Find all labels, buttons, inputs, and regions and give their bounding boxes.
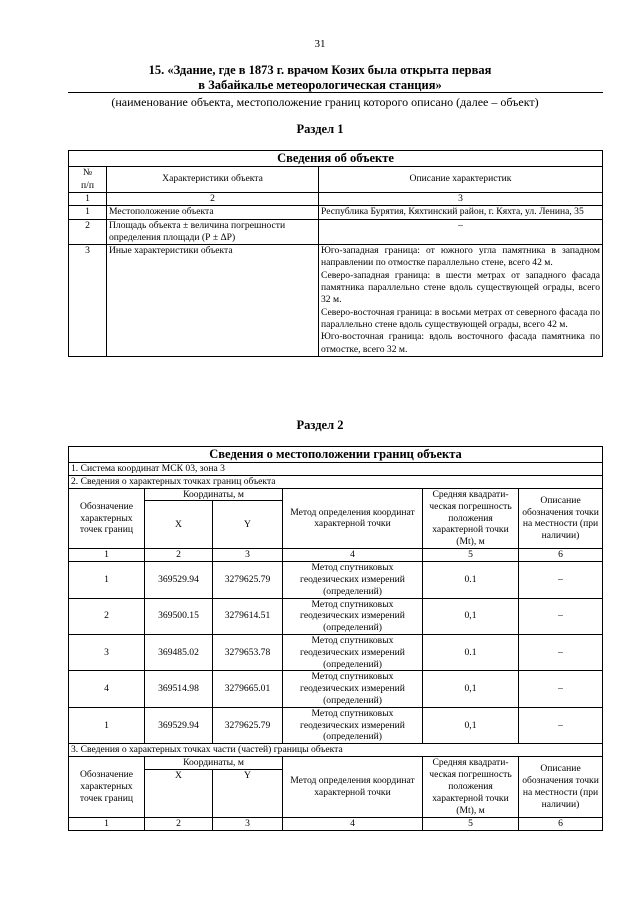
part-col-number-cell: 4 — [283, 817, 423, 830]
point-row — [69, 707, 603, 743]
col-header-method: Метод определения координат характерной точки — [283, 488, 423, 549]
section-2-heading: Раздел 2 — [296, 418, 344, 432]
point-row — [69, 598, 603, 634]
point-id: 4 — [69, 671, 145, 707]
boundary-southeast: Юго-восточная граница: вдоль восточного фасада памятника по отмостке, всего 32 м. — [321, 331, 600, 355]
point-y: 3279625.79 — [213, 707, 283, 743]
col-header-characteristics: Характеристики объекта — [107, 167, 319, 193]
col-header-number-line1: № — [82, 167, 93, 179]
point-id: 1 — [69, 707, 145, 743]
boundary-northeast: Северо-восточная граница: в восьми метрах от северного фасада по параллельно стене вдоль существующей ограды, всего 42 м. — [321, 306, 600, 330]
part-col-number-cell: 3 — [213, 817, 283, 830]
col-number-cell: 3 — [213, 549, 283, 562]
row-description: – — [319, 219, 603, 245]
point-id: 3 — [69, 634, 145, 670]
point-error: 0,1 — [423, 598, 519, 634]
boundary-coordinates-table — [68, 446, 603, 831]
part-col-header-method: Метод определения координат характерной точки — [283, 756, 423, 817]
row-characteristic: Площадь объекта ± величина погрешности определения площади (Р ± ΔР) — [107, 219, 319, 245]
point-method: Метод спутниковых геодезических измерений (определений) — [283, 671, 423, 707]
point-error: 0,1 — [423, 707, 519, 743]
point-method: Метод спутниковых геодезических измерений (определений) — [283, 634, 423, 670]
coordinate-system: 1. Система координат МСК 03, зона 3 — [69, 463, 603, 476]
row-description — [319, 245, 603, 357]
row-number: 3 — [69, 245, 107, 357]
point-error: 0.1 — [423, 562, 519, 598]
title-line-1: 15. «Здание, где в 1873 г. врачом Козих была открыта первая — [148, 63, 492, 77]
part-points-section-title: 3. Сведения о характерных точках части (частей) границы объекта — [69, 744, 603, 757]
point-y: 3279653.78 — [213, 634, 283, 670]
row-number: 1 — [69, 206, 107, 219]
col-number-cell: 1 — [69, 193, 107, 206]
col-header-coordinates: Координаты, м — [145, 488, 283, 501]
point-terrain: – — [519, 562, 603, 598]
table-row — [69, 245, 603, 357]
col-number-cell: 4 — [283, 549, 423, 562]
col-number-cell: 5 — [423, 549, 519, 562]
part-col-number-cell: 5 — [423, 817, 519, 830]
point-id: 2 — [69, 598, 145, 634]
col-header-number — [69, 167, 107, 193]
point-x: 369529.94 — [145, 707, 213, 743]
col-header-x: X — [145, 501, 213, 549]
point-row — [69, 562, 603, 598]
point-y: 3279665.01 — [213, 671, 283, 707]
point-id: 1 — [69, 562, 145, 598]
part-col-header-error: Средняя квадрати-ческая погрешность положения характерной точки (Мt), м — [423, 756, 519, 817]
point-method: Метод спутниковых геодезических измерений (определений) — [283, 562, 423, 598]
table-title: Сведения о местоположении границ объекта — [69, 447, 603, 463]
point-row — [69, 634, 603, 670]
table-row — [69, 206, 603, 219]
object-info-table — [68, 150, 603, 357]
part-col-header-terrain: Описание обозначения точки на местности (при наличии) — [519, 756, 603, 817]
col-number-cell: 2 — [107, 193, 319, 206]
row-description: Республика Бурятия, Кяхтинский район, г. Кяхта, ул. Ленина, 35 — [319, 206, 603, 219]
part-col-header-coordinates: Координаты, м — [145, 756, 283, 769]
title-underline — [68, 92, 603, 93]
title-line-2: в Забайкалье метеорологическая станция» — [198, 78, 442, 92]
part-col-header-designation: Обозначение характерных точек границ — [69, 756, 145, 817]
col-header-description: Описание характеристик — [319, 167, 603, 193]
col-number-cell: 2 — [145, 549, 213, 562]
col-number-cell: 6 — [519, 549, 603, 562]
points-section-title: 2. Сведения о характерных точках границ объекта — [69, 475, 603, 488]
point-x: 369514.98 — [145, 671, 213, 707]
col-header-terrain: Описание обозначения точки на местности (при наличии) — [519, 488, 603, 549]
point-x: 369529.94 — [145, 562, 213, 598]
col-number-cell: 3 — [319, 193, 603, 206]
point-method: Метод спутниковых геодезических измерений (определений) — [283, 598, 423, 634]
point-error: 0.1 — [423, 634, 519, 670]
section-1-heading: Раздел 1 — [296, 122, 344, 136]
table-title: Сведения об объекте — [69, 151, 603, 167]
point-terrain: – — [519, 671, 603, 707]
part-col-header-y: Y — [213, 769, 283, 817]
table-row — [69, 219, 603, 245]
point-y: 3279614.51 — [213, 598, 283, 634]
object-caption: (наименование объекта, местоположение границ которого описано (далее – объект) — [111, 95, 539, 109]
point-y: 3279625.79 — [213, 562, 283, 598]
row-number: 2 — [69, 219, 107, 245]
col-header-y: Y — [213, 501, 283, 549]
part-col-number-cell: 1 — [69, 817, 145, 830]
page-title — [60, 63, 580, 93]
col-header-designation: Обозначение характерных точек границ — [69, 488, 145, 549]
point-error: 0,1 — [423, 671, 519, 707]
boundary-southwest: Юго-западная граница: от южного угла памятника в западном направлении по отмостке параллельно стене, всего 42 м. — [321, 245, 600, 269]
point-terrain: – — [519, 707, 603, 743]
part-col-number-cell: 6 — [519, 817, 603, 830]
part-col-header-x: X — [145, 769, 213, 817]
point-terrain: – — [519, 598, 603, 634]
point-x: 369500.15 — [145, 598, 213, 634]
point-row — [69, 671, 603, 707]
row-characteristic: Иные характеристики объекта — [107, 245, 319, 357]
boundary-northwest: Северо-западная граница: в шести метрах от западного фасада памятника параллельно стене вдоль существующей ограды, всего 32 м. — [321, 269, 600, 306]
point-method: Метод спутниковых геодезических измерений (определений) — [283, 707, 423, 743]
row-characteristic: Местоположение объекта — [107, 206, 319, 219]
col-header-error: Средняя квадрати-ческая погрешность положения характерной точки (Мt), м — [423, 488, 519, 549]
col-header-number-line2: п/п — [81, 179, 94, 191]
page-number: 31 — [314, 38, 326, 50]
part-col-number-cell: 2 — [145, 817, 213, 830]
point-terrain: – — [519, 634, 603, 670]
col-number-cell: 1 — [69, 549, 145, 562]
point-x: 369485.02 — [145, 634, 213, 670]
